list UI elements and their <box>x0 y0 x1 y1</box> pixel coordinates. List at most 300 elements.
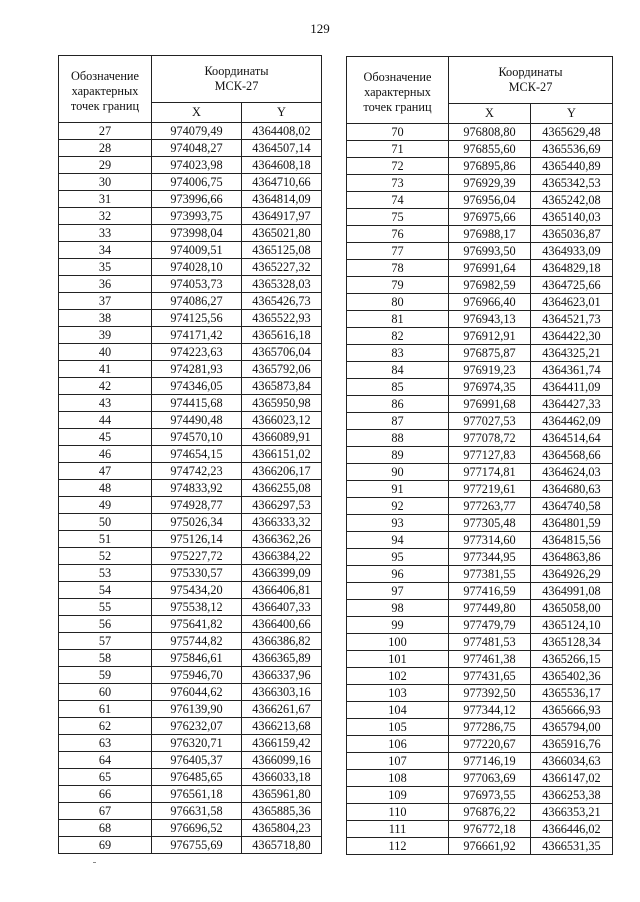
table-row <box>59 259 322 276</box>
y-coordinate: 4364408,02 <box>242 123 322 140</box>
table-row <box>347 770 613 787</box>
x-coordinate: 977416,59 <box>449 583 531 600</box>
y-coordinate: 4364680,63 <box>531 481 613 498</box>
x-coordinate: 976772,18 <box>449 821 531 838</box>
table-row <box>59 378 322 395</box>
header-line: МСК-27 <box>214 79 259 93</box>
y-coordinate: 4365036,87 <box>531 226 613 243</box>
table-row <box>347 209 613 226</box>
table-row <box>347 311 613 328</box>
x-coordinate: 976982,59 <box>449 277 531 294</box>
header-line: характерных <box>71 83 139 98</box>
table-row <box>347 532 613 549</box>
point-number: 34 <box>59 242 152 259</box>
y-coordinate: 4364815,56 <box>531 532 613 549</box>
point-number: 88 <box>347 430 449 447</box>
x-coordinate: 976485,65 <box>152 769 242 786</box>
y-coordinate: 4366384,22 <box>242 548 322 565</box>
y-coordinate: 4365873,84 <box>242 378 322 395</box>
x-coordinate: 977063,69 <box>449 770 531 787</box>
point-number: 81 <box>347 311 449 328</box>
y-coordinate: 4366399,09 <box>242 565 322 582</box>
y-coordinate: 4364514,64 <box>531 430 613 447</box>
x-coordinate: 975846,61 <box>152 650 242 667</box>
point-number: 35 <box>59 259 152 276</box>
x-coordinate: 976966,40 <box>449 294 531 311</box>
x-coordinate: 977027,53 <box>449 413 531 430</box>
x-coordinate: 974048,27 <box>152 140 242 157</box>
y-coordinate: 4365058,00 <box>531 600 613 617</box>
point-number: 60 <box>59 684 152 701</box>
point-number: 95 <box>347 549 449 566</box>
point-number: 41 <box>59 361 152 378</box>
table-row <box>347 141 613 158</box>
x-coordinate: 977392,50 <box>449 685 531 702</box>
point-number: 53 <box>59 565 152 582</box>
table-row <box>59 752 322 769</box>
x-coordinate: 974346,05 <box>152 378 242 395</box>
point-number: 85 <box>347 379 449 396</box>
table-row <box>347 685 613 702</box>
point-number: 73 <box>347 175 449 192</box>
y-coordinate: 4366261,67 <box>242 701 322 718</box>
table-row <box>59 786 322 803</box>
y-coordinate: 4365440,89 <box>531 158 613 175</box>
x-coordinate: 974490,48 <box>152 412 242 429</box>
point-number: 36 <box>59 276 152 293</box>
x-coordinate: 976974,35 <box>449 379 531 396</box>
table-row <box>347 549 613 566</box>
table-row <box>347 583 613 600</box>
x-coordinate: 974079,49 <box>152 123 242 140</box>
table-row <box>347 634 613 651</box>
y-coordinate: 4366034,63 <box>531 753 613 770</box>
point-number: 83 <box>347 345 449 362</box>
y-coordinate: 4365616,18 <box>242 327 322 344</box>
y-coordinate: 4364991,08 <box>531 583 613 600</box>
x-coordinate: 975946,70 <box>152 667 242 684</box>
y-coordinate: 4366365,89 <box>242 650 322 667</box>
y-coordinate: 4366407,33 <box>242 599 322 616</box>
x-coordinate: 976929,39 <box>449 175 531 192</box>
x-coordinate: 977220,67 <box>449 736 531 753</box>
header-line: точек границ <box>70 98 140 113</box>
point-number: 48 <box>59 480 152 497</box>
x-coordinate: 973998,04 <box>152 225 242 242</box>
x-coordinate: 974415,68 <box>152 395 242 412</box>
table-row <box>347 379 613 396</box>
point-number: 55 <box>59 599 152 616</box>
point-number: 49 <box>59 497 152 514</box>
table-row <box>59 582 322 599</box>
point-number: 47 <box>59 463 152 480</box>
point-number: 99 <box>347 617 449 634</box>
x-coordinate: 977481,53 <box>449 634 531 651</box>
x-coordinate: 977314,60 <box>449 532 531 549</box>
y-coordinate: 4364568,66 <box>531 447 613 464</box>
point-number: 44 <box>59 412 152 429</box>
table-row <box>347 651 613 668</box>
table-row <box>347 753 613 770</box>
point-number: 86 <box>347 396 449 413</box>
table-row <box>59 769 322 786</box>
table-row <box>59 310 322 327</box>
header-line: Координаты <box>204 64 269 78</box>
y-coordinate: 4366386,82 <box>242 633 322 650</box>
y-coordinate: 4364411,09 <box>531 379 613 396</box>
y-coordinate: 4364608,18 <box>242 157 322 174</box>
y-coordinate: 4364427,33 <box>531 396 613 413</box>
x-coordinate: 976808,80 <box>449 124 531 141</box>
y-coordinate: 4366333,32 <box>242 514 322 531</box>
table-row <box>347 226 613 243</box>
scan-mark <box>93 862 96 863</box>
x-coordinate: 976912,91 <box>449 328 531 345</box>
y-coordinate: 4365125,08 <box>242 242 322 259</box>
table-row <box>347 566 613 583</box>
x-coordinate: 975744,82 <box>152 633 242 650</box>
point-number: 64 <box>59 752 152 769</box>
table-row <box>59 276 322 293</box>
point-number: 106 <box>347 736 449 753</box>
table-row <box>347 821 613 838</box>
table-row <box>59 208 322 225</box>
coordinates-table-right <box>346 56 613 855</box>
y-coordinate: 4365916,76 <box>531 736 613 753</box>
point-number: 32 <box>59 208 152 225</box>
point-number: 77 <box>347 243 449 260</box>
point-number: 45 <box>59 429 152 446</box>
point-number: 51 <box>59 531 152 548</box>
table-row <box>59 718 322 735</box>
y-coordinate: 4365629,48 <box>531 124 613 141</box>
x-coordinate: 976956,04 <box>449 192 531 209</box>
x-header: X <box>449 104 531 124</box>
x-coordinate: 975641,82 <box>152 616 242 633</box>
point-number: 89 <box>347 447 449 464</box>
x-coordinate: 977381,55 <box>449 566 531 583</box>
y-coordinate: 4364422,30 <box>531 328 613 345</box>
table-row <box>59 344 322 361</box>
y-coordinate: 4365792,06 <box>242 361 322 378</box>
x-coordinate: 976139,90 <box>152 701 242 718</box>
y-coordinate: 4364926,29 <box>531 566 613 583</box>
table-row <box>59 157 322 174</box>
x-coordinate: 976993,50 <box>449 243 531 260</box>
y-coordinate: 4365140,03 <box>531 209 613 226</box>
y-coordinate: 4366255,08 <box>242 480 322 497</box>
x-coordinate: 974086,27 <box>152 293 242 310</box>
table-row <box>59 650 322 667</box>
header-line: МСК-27 <box>508 80 553 94</box>
table-row <box>59 395 322 412</box>
table-row <box>347 804 613 821</box>
y-coordinate: 4366159,42 <box>242 735 322 752</box>
point-number: 62 <box>59 718 152 735</box>
y-coordinate: 4364361,74 <box>531 362 613 379</box>
x-coordinate: 974654,15 <box>152 446 242 463</box>
point-number: 50 <box>59 514 152 531</box>
x-coordinate: 977431,65 <box>449 668 531 685</box>
x-coordinate: 975434,20 <box>152 582 242 599</box>
table-row <box>59 599 322 616</box>
point-number: 46 <box>59 446 152 463</box>
table-row <box>347 345 613 362</box>
point-number: 78 <box>347 260 449 277</box>
x-coordinate: 974023,98 <box>152 157 242 174</box>
table-row <box>59 480 322 497</box>
table-row <box>347 192 613 209</box>
y-coordinate: 4365242,08 <box>531 192 613 209</box>
point-number: 108 <box>347 770 449 787</box>
y-coordinate: 4364507,14 <box>242 140 322 157</box>
table-row <box>59 140 322 157</box>
table-row <box>347 413 613 430</box>
point-number: 112 <box>347 838 449 855</box>
header-line: характерных <box>364 84 431 99</box>
y-coordinate: 4364814,09 <box>242 191 322 208</box>
table-row <box>59 412 322 429</box>
y-coordinate: 4365536,69 <box>531 141 613 158</box>
y-coordinate: 4366400,66 <box>242 616 322 633</box>
x-header: X <box>152 103 242 123</box>
y-coordinate: 4366089,91 <box>242 429 322 446</box>
x-coordinate: 976696,52 <box>152 820 242 837</box>
coordinates-header <box>449 57 613 104</box>
table-row <box>59 514 322 531</box>
point-number: 42 <box>59 378 152 395</box>
point-number: 27 <box>59 123 152 140</box>
x-coordinate: 975330,57 <box>152 565 242 582</box>
y-coordinate: 4364933,09 <box>531 243 613 260</box>
y-coordinate: 4366303,16 <box>242 684 322 701</box>
point-number: 110 <box>347 804 449 821</box>
x-coordinate: 976988,17 <box>449 226 531 243</box>
point-number: 96 <box>347 566 449 583</box>
point-number: 39 <box>59 327 152 344</box>
table-row <box>59 565 322 582</box>
x-coordinate: 974742,23 <box>152 463 242 480</box>
table-row <box>347 787 613 804</box>
point-number: 61 <box>59 701 152 718</box>
x-coordinate: 974570,10 <box>152 429 242 446</box>
y-coordinate: 4364462,09 <box>531 413 613 430</box>
x-coordinate: 975126,14 <box>152 531 242 548</box>
x-coordinate: 977263,77 <box>449 498 531 515</box>
x-coordinate: 977461,38 <box>449 651 531 668</box>
table-row <box>59 803 322 820</box>
table-row <box>59 531 322 548</box>
table-row <box>347 447 613 464</box>
x-coordinate: 974009,51 <box>152 242 242 259</box>
y-coordinate: 4364623,01 <box>531 294 613 311</box>
y-coordinate: 4366253,38 <box>531 787 613 804</box>
table-row <box>59 242 322 259</box>
point-number: 38 <box>59 310 152 327</box>
table-row <box>347 396 613 413</box>
y-coordinate: 4366531,35 <box>531 838 613 855</box>
header-line: Обозначение <box>363 69 432 84</box>
table-row <box>347 668 613 685</box>
table-row <box>347 277 613 294</box>
point-number: 105 <box>347 719 449 736</box>
x-coordinate: 976755,69 <box>152 837 242 854</box>
y-coordinate: 4366446,02 <box>531 821 613 838</box>
table-row <box>347 124 613 141</box>
point-number: 100 <box>347 634 449 651</box>
point-number: 40 <box>59 344 152 361</box>
point-number: 37 <box>59 293 152 310</box>
table-row <box>347 600 613 617</box>
table-row <box>59 463 322 480</box>
y-coordinate: 4365718,80 <box>242 837 322 854</box>
y-coordinate: 4365124,10 <box>531 617 613 634</box>
point-number: 91 <box>347 481 449 498</box>
point-number: 97 <box>347 583 449 600</box>
table-row <box>59 191 322 208</box>
table-row <box>59 225 322 242</box>
y-coordinate: 4366297,53 <box>242 497 322 514</box>
table-row <box>59 548 322 565</box>
point-number: 76 <box>347 226 449 243</box>
point-number: 69 <box>59 837 152 854</box>
y-coordinate: 4364917,97 <box>242 208 322 225</box>
point-number: 107 <box>347 753 449 770</box>
x-coordinate: 976876,22 <box>449 804 531 821</box>
point-number: 52 <box>59 548 152 565</box>
y-coordinate: 4366353,21 <box>531 804 613 821</box>
table-row <box>59 446 322 463</box>
x-coordinate: 976973,55 <box>449 787 531 804</box>
point-number: 56 <box>59 616 152 633</box>
y-coordinate: 4365522,93 <box>242 310 322 327</box>
x-coordinate: 974223,63 <box>152 344 242 361</box>
y-coordinate: 4364863,86 <box>531 549 613 566</box>
y-coordinate: 4365961,80 <box>242 786 322 803</box>
table-row <box>59 174 322 191</box>
x-coordinate: 976943,13 <box>449 311 531 328</box>
table-row <box>59 701 322 718</box>
y-coordinate: 4366362,26 <box>242 531 322 548</box>
table-row <box>59 123 322 140</box>
table-row <box>59 633 322 650</box>
x-coordinate: 974028,10 <box>152 259 242 276</box>
x-coordinate: 977078,72 <box>449 430 531 447</box>
point-number: 63 <box>59 735 152 752</box>
y-coordinate: 4365706,04 <box>242 344 322 361</box>
point-number: 33 <box>59 225 152 242</box>
point-number: 90 <box>347 464 449 481</box>
y-coordinate: 4365794,00 <box>531 719 613 736</box>
table-row <box>59 667 322 684</box>
y-header: Y <box>531 104 613 124</box>
table-row <box>347 498 613 515</box>
header-line: Координаты <box>498 65 563 79</box>
x-coordinate: 976991,64 <box>449 260 531 277</box>
x-coordinate: 977146,19 <box>449 753 531 770</box>
coordinates-table-left <box>58 55 322 854</box>
table-row <box>347 719 613 736</box>
y-coordinate: 4364325,21 <box>531 345 613 362</box>
y-coordinate: 4364710,66 <box>242 174 322 191</box>
table-row <box>59 361 322 378</box>
point-number: 67 <box>59 803 152 820</box>
x-coordinate: 974171,42 <box>152 327 242 344</box>
y-coordinate: 4365536,17 <box>531 685 613 702</box>
table-row <box>347 175 613 192</box>
point-number: 59 <box>59 667 152 684</box>
x-coordinate: 976320,71 <box>152 735 242 752</box>
point-number: 72 <box>347 158 449 175</box>
y-coordinate: 4365950,98 <box>242 395 322 412</box>
y-coordinate: 4365328,03 <box>242 276 322 293</box>
y-coordinate: 4366206,17 <box>242 463 322 480</box>
point-number: 68 <box>59 820 152 837</box>
point-number: 43 <box>59 395 152 412</box>
x-coordinate: 976044,62 <box>152 684 242 701</box>
point-number: 65 <box>59 769 152 786</box>
y-coordinate: 4366099,16 <box>242 752 322 769</box>
point-number: 101 <box>347 651 449 668</box>
x-coordinate: 977174,81 <box>449 464 531 481</box>
x-coordinate: 975538,12 <box>152 599 242 616</box>
x-coordinate: 974053,73 <box>152 276 242 293</box>
point-number: 71 <box>347 141 449 158</box>
point-number: 84 <box>347 362 449 379</box>
y-coordinate: 4366151,02 <box>242 446 322 463</box>
point-number: 79 <box>347 277 449 294</box>
point-number: 30 <box>59 174 152 191</box>
y-coordinate: 4366337,96 <box>242 667 322 684</box>
table-row <box>59 684 322 701</box>
x-coordinate: 977344,12 <box>449 702 531 719</box>
table-row <box>347 260 613 277</box>
point-number: 82 <box>347 328 449 345</box>
point-number: 54 <box>59 582 152 599</box>
table-row <box>347 736 613 753</box>
point-number: 58 <box>59 650 152 667</box>
points-label-header <box>347 57 449 124</box>
x-coordinate: 976405,37 <box>152 752 242 769</box>
y-coordinate: 4366147,02 <box>531 770 613 787</box>
table-row <box>59 293 322 310</box>
y-coordinate: 4365402,36 <box>531 668 613 685</box>
y-coordinate: 4365227,32 <box>242 259 322 276</box>
y-coordinate: 4364624,03 <box>531 464 613 481</box>
y-coordinate: 4364725,66 <box>531 277 613 294</box>
y-coordinate: 4366033,18 <box>242 769 322 786</box>
x-coordinate: 977286,75 <box>449 719 531 736</box>
y-coordinate: 4365128,34 <box>531 634 613 651</box>
point-number: 66 <box>59 786 152 803</box>
y-coordinate: 4365804,23 <box>242 820 322 837</box>
point-number: 70 <box>347 124 449 141</box>
x-coordinate: 976975,66 <box>449 209 531 226</box>
point-number: 92 <box>347 498 449 515</box>
y-coordinate: 4365021,80 <box>242 225 322 242</box>
point-number: 74 <box>347 192 449 209</box>
y-coordinate: 4364740,58 <box>531 498 613 515</box>
points-label-header <box>59 56 152 123</box>
point-number: 31 <box>59 191 152 208</box>
table-row <box>347 328 613 345</box>
y-coordinate: 4364829,18 <box>531 260 613 277</box>
point-number: 102 <box>347 668 449 685</box>
point-number: 87 <box>347 413 449 430</box>
point-number: 104 <box>347 702 449 719</box>
y-coordinate: 4364801,59 <box>531 515 613 532</box>
y-coordinate: 4365885,36 <box>242 803 322 820</box>
